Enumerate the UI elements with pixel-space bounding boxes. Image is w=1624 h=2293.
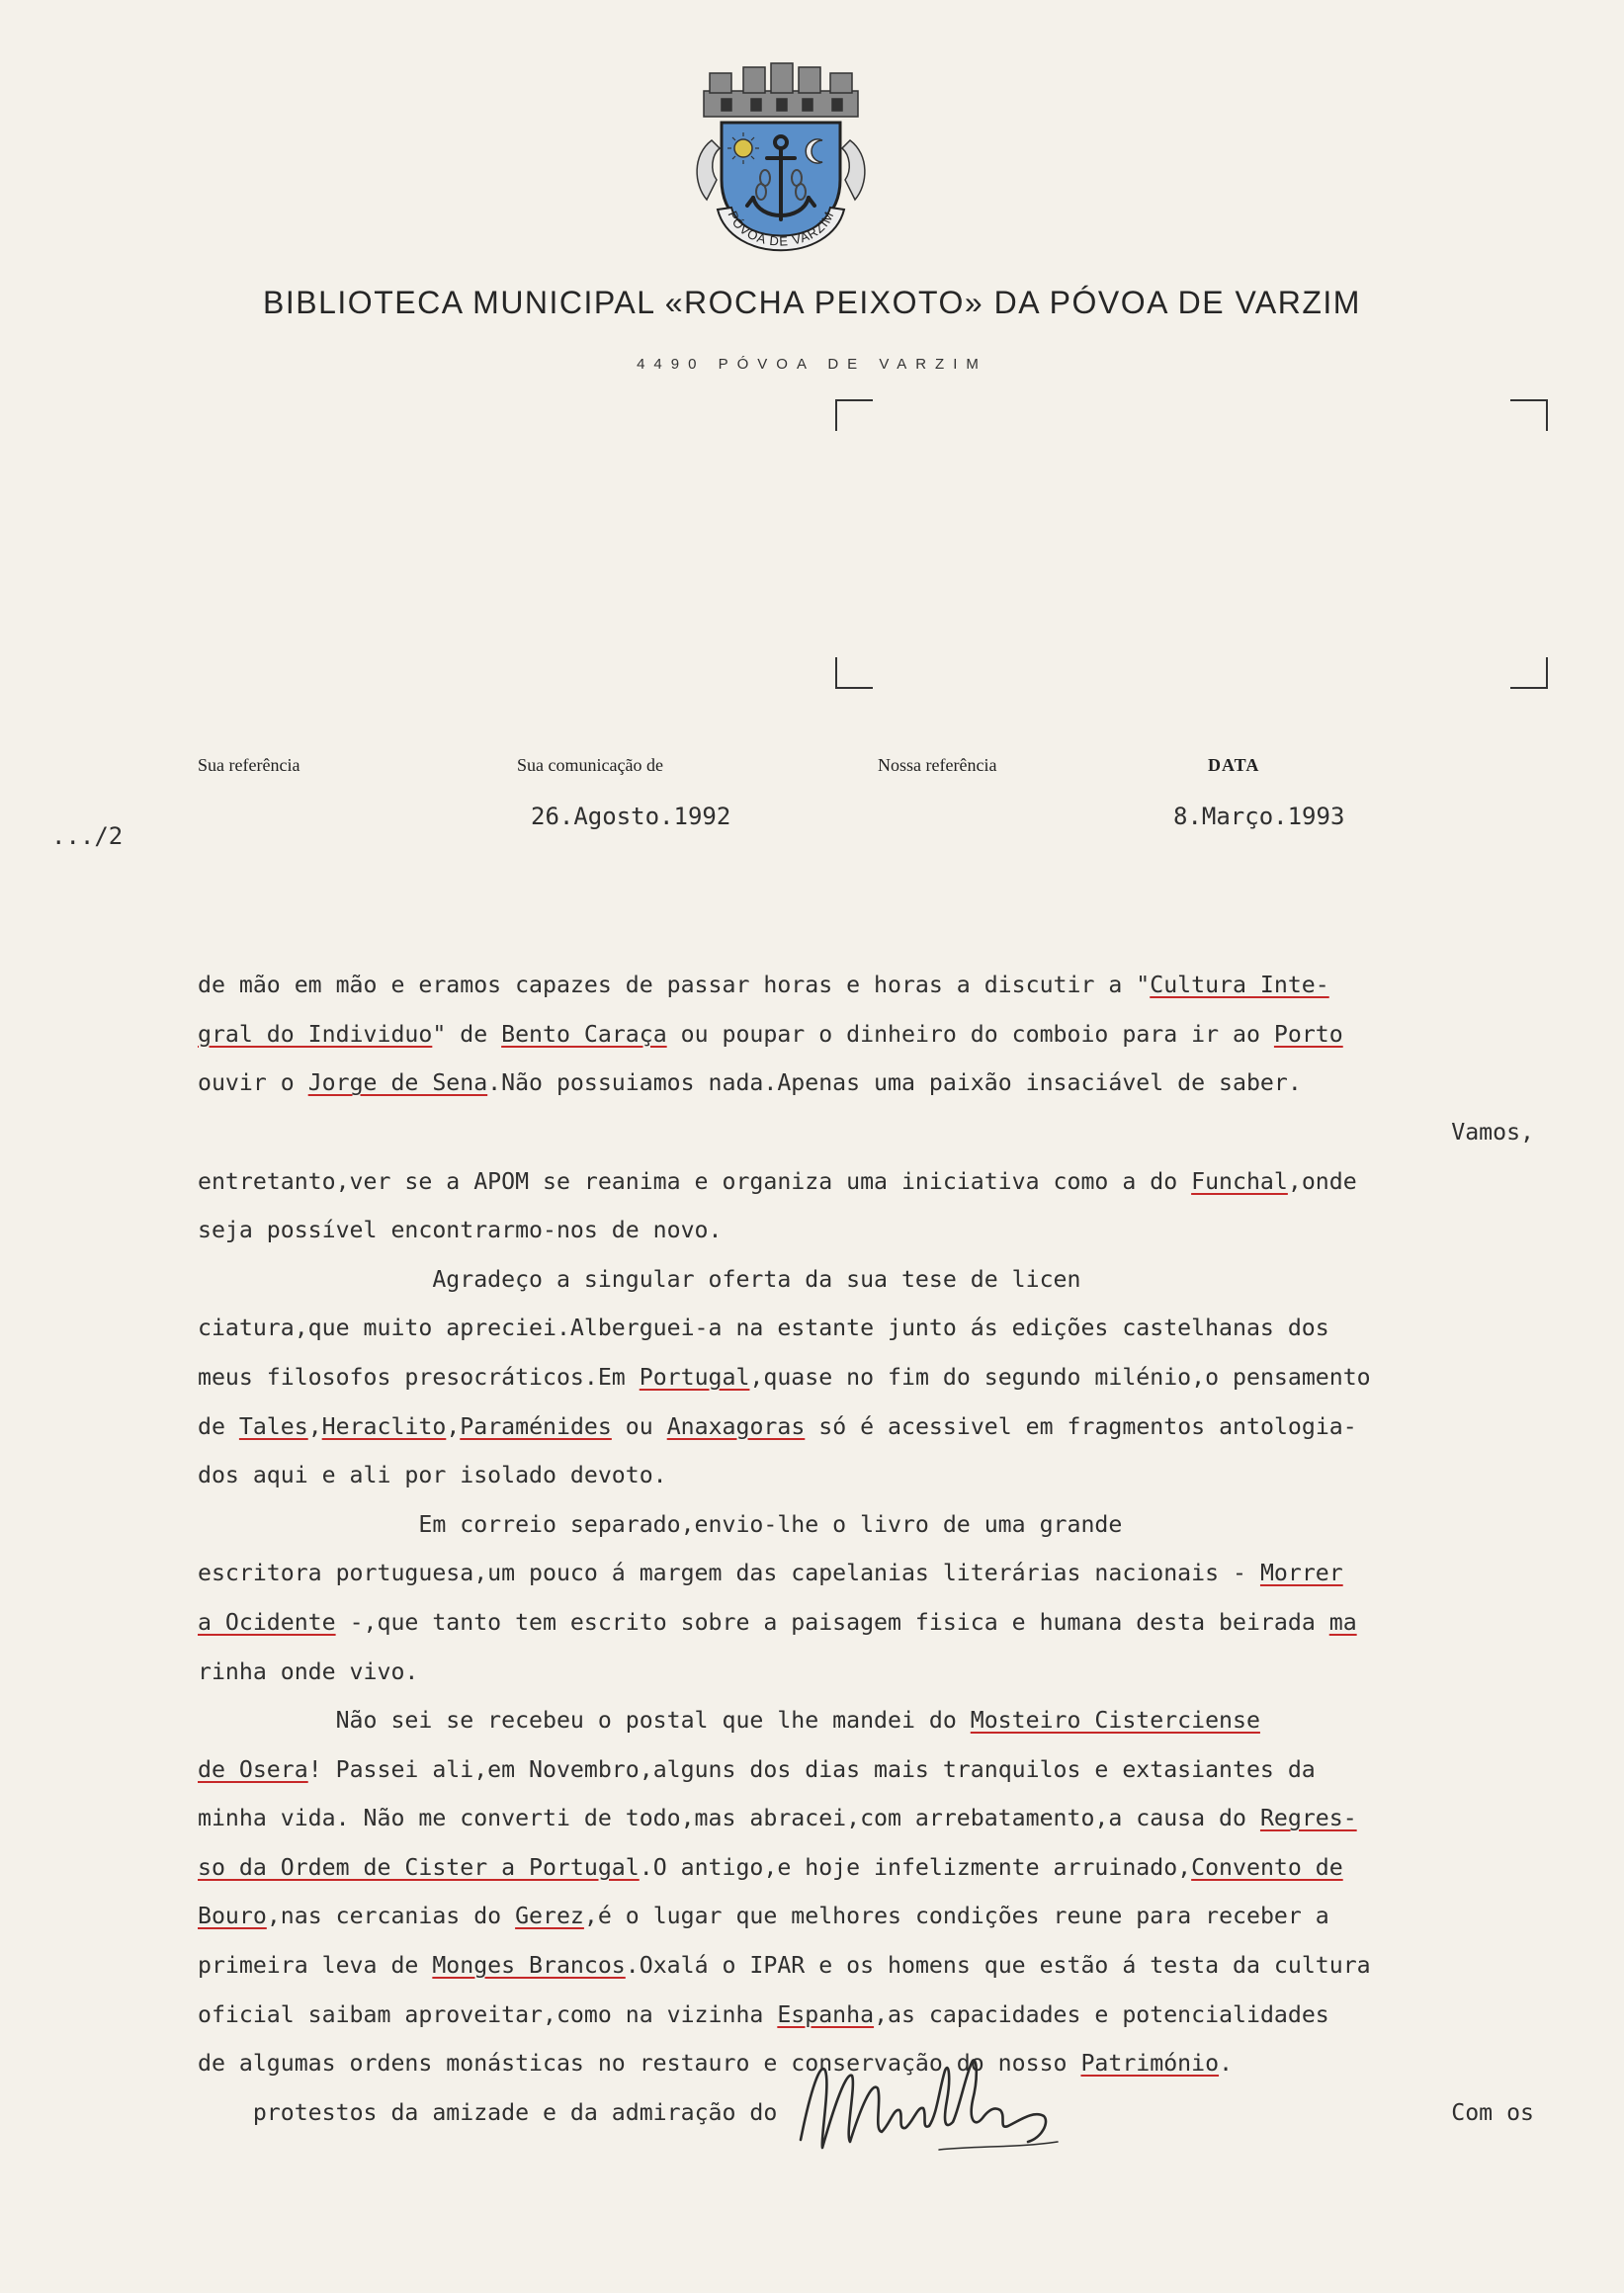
body-line (198, 1843, 1601, 1893)
body-line (198, 1648, 1601, 1697)
body-text-segment: ,quase no fim do segundo milénio,o pensamento (749, 1363, 1371, 1391)
underlined-term: gral do Individuo (198, 1020, 433, 1048)
body-line (198, 1010, 1601, 1060)
body-text-segment: ouvir o (198, 1069, 308, 1097)
body-text-segment: ,é o lugar que melhores condições reune para receber a (583, 1903, 1329, 1930)
body-line (198, 1696, 1601, 1745)
address-window-corner-bottom-right (1510, 657, 1548, 689)
body-line (198, 1402, 1601, 1452)
body-text-segment: ,onde (1287, 1167, 1357, 1195)
underlined-term: Património (1080, 2050, 1220, 2078)
signature-image (791, 2031, 1087, 2179)
body-text-segment: seja possível encontrarmo-nos de novo. (198, 1217, 723, 1244)
body-text-segment: ,nas cercanias do (266, 1903, 516, 1930)
body-line (198, 1059, 1601, 1108)
body-text-segment: , (446, 1412, 461, 1440)
ribbon-left-icon (697, 140, 720, 200)
body-text-segment: ou (611, 1412, 667, 1440)
address-window-corner-bottom-left (835, 657, 873, 689)
body-text-segment: Não sei se recebeu o postal que lhe mandei do (198, 1707, 971, 1735)
address-window-corner-top-left (835, 399, 873, 431)
body-text-segment: escritora portuguesa,um pouco á margem das capelanias literárias nacionais - (198, 1560, 1260, 1587)
body-line (198, 961, 1601, 1010)
body-text-segment: ciatura,que muito apreciei.Alberguei-a na estante junto ás edições castelhanas dos (198, 1315, 1329, 1342)
label-sua-comunicacao: Sua comunicação de (517, 755, 663, 775)
body-text-segment: só é acessivel em fragmentos antologia- (805, 1412, 1357, 1440)
body-text-segment: Vamos, (1451, 1118, 1534, 1146)
body-text-segment: ,as capacidades e potencialidades (874, 2000, 1329, 2028)
organization-address: 4490 PÓVOA DE VARZIM (637, 356, 987, 373)
underlined-term: Convento de (1191, 1853, 1343, 1881)
body-text-segment: . (1219, 2050, 1234, 2078)
body-line (198, 1451, 1601, 1500)
letter-body (198, 863, 1601, 2186)
body-text-segment: dos aqui e ali por isolado devoto. (198, 1462, 667, 1489)
crest-motto: PÓVOA DE VARZIM (725, 208, 837, 249)
underlined-term: Tales (238, 1412, 308, 1440)
body-text-segment: de algumas ordens monásticas no restauro e conservação do nosso (198, 2050, 1081, 2078)
body-text-segment: Em correio separado,envio-lhe o livro de uma grande (198, 1510, 1123, 1538)
underlined-term: Mosteiro Cisterciense (970, 1707, 1260, 1735)
label-nossa-referencia: Nossa referência (878, 755, 997, 775)
underlined-term: ma (1328, 1608, 1357, 1636)
body-text-segment: , (307, 1412, 322, 1440)
underlined-term: Cultura Inte- (1150, 972, 1329, 999)
body-text-segment: de (198, 1412, 239, 1440)
underlined-term: Funchal (1191, 1167, 1288, 1195)
body-line (198, 1206, 1601, 1255)
body-line (198, 1108, 1601, 1157)
underlined-term: Bento Caraça (501, 1020, 667, 1048)
body-line (198, 1500, 1601, 1550)
body-line (198, 1549, 1601, 1598)
underlined-term: Gerez (515, 1903, 584, 1930)
body-text-segment: primeira leva de (198, 1952, 433, 1980)
body-text-segment: Agradeço a singular oferta da sua tese de licen (198, 1265, 1081, 1293)
body-text-segment: oficial saibam aproveitar,como na vizinha (198, 2000, 778, 2028)
body-line (198, 1255, 1601, 1305)
underlined-term: de Osera (198, 1755, 308, 1783)
municipal-crest-logo (682, 61, 880, 281)
body-text-segment: de mão em mão e eramos capazes de passar horas e horas a discutir a " (198, 972, 1151, 999)
body-text-segment: entretanto,ver se a APOM se reanima e organiza uma iniciativa como a do (198, 1167, 1192, 1195)
body-text-segment: " de (432, 1020, 502, 1048)
label-data: DATA (1208, 755, 1260, 775)
underlined-term: Paraménides (460, 1412, 612, 1440)
body-text-segment: minha vida. Não me converti de todo,mas abracei,com arrebatamento,a causa do (198, 1805, 1260, 1832)
body-line (198, 1892, 1601, 1941)
underlined-term: Anaxagoras (666, 1412, 806, 1440)
underlined-term: a Ocidente (198, 1608, 336, 1636)
organization-name: BIBLIOTECA MUNICIPAL «ROCHA PEIXOTO» DA PÓVOA DE VARZIM (263, 285, 1361, 320)
body-line (198, 1304, 1601, 1353)
underlined-term: Espanha (777, 2000, 875, 2028)
body-text-segment: .O antigo,e hoje infelizmente arruinado, (639, 1853, 1192, 1881)
body-line (198, 1157, 1601, 1207)
underlined-term: Morrer (1259, 1560, 1343, 1587)
underlined-term: so da Ordem de Cister a Portugal (198, 1853, 640, 1881)
body-text-segment: meus filosofos presocráticos.Em (198, 1363, 640, 1391)
body-line (198, 1794, 1601, 1843)
closing-line: protestos da amizade e da admiração do (252, 2098, 778, 2126)
body-line (198, 1941, 1601, 1991)
underlined-term: Monges Brancos (432, 1952, 626, 1980)
body-text-segment: ou poupar o dinheiro do comboio para ir ao (666, 1020, 1274, 1048)
body-text-segment: .Oxalá o IPAR e os homens que estão á testa da cultura (625, 1952, 1371, 1980)
underlined-term: Heraclito (321, 1412, 447, 1440)
body-text-segment: .Não possuiamos nada.Apenas uma paixão insaciável de saber. (487, 1069, 1302, 1097)
communication-date: 26.Agosto.1992 (531, 803, 731, 830)
body-line (198, 1353, 1601, 1402)
mural-crown-icon (704, 63, 858, 117)
underlined-term: Jorge de Sena (307, 1069, 488, 1097)
body-text-segment: ! Passei ali,em Novembro,alguns dos dias mais tranquilos e extasiantes da (307, 1755, 1316, 1783)
ribbon-right-icon (842, 140, 865, 200)
body-text-segment: -,que tanto tem escrito sobre a paisagem fisica e humana desta beirada (335, 1608, 1329, 1636)
label-sua-referencia: Sua referência (198, 755, 300, 775)
body-text-segment: rinha onde vivo. (198, 1657, 419, 1685)
underlined-term: Portugal (639, 1363, 750, 1391)
underlined-term: Regres- (1259, 1805, 1357, 1832)
address-window-corner-top-right (1510, 399, 1548, 431)
body-text-segment: Com os (1451, 2098, 1534, 2126)
page-continuation-marker: .../2 (51, 822, 124, 850)
body-line (198, 1745, 1601, 1795)
body-line (198, 1598, 1601, 1648)
underlined-term: Porto (1273, 1020, 1343, 1048)
letter-date: 8.Março.1993 (1173, 803, 1345, 830)
underlined-term: Bouro (198, 1903, 267, 1930)
